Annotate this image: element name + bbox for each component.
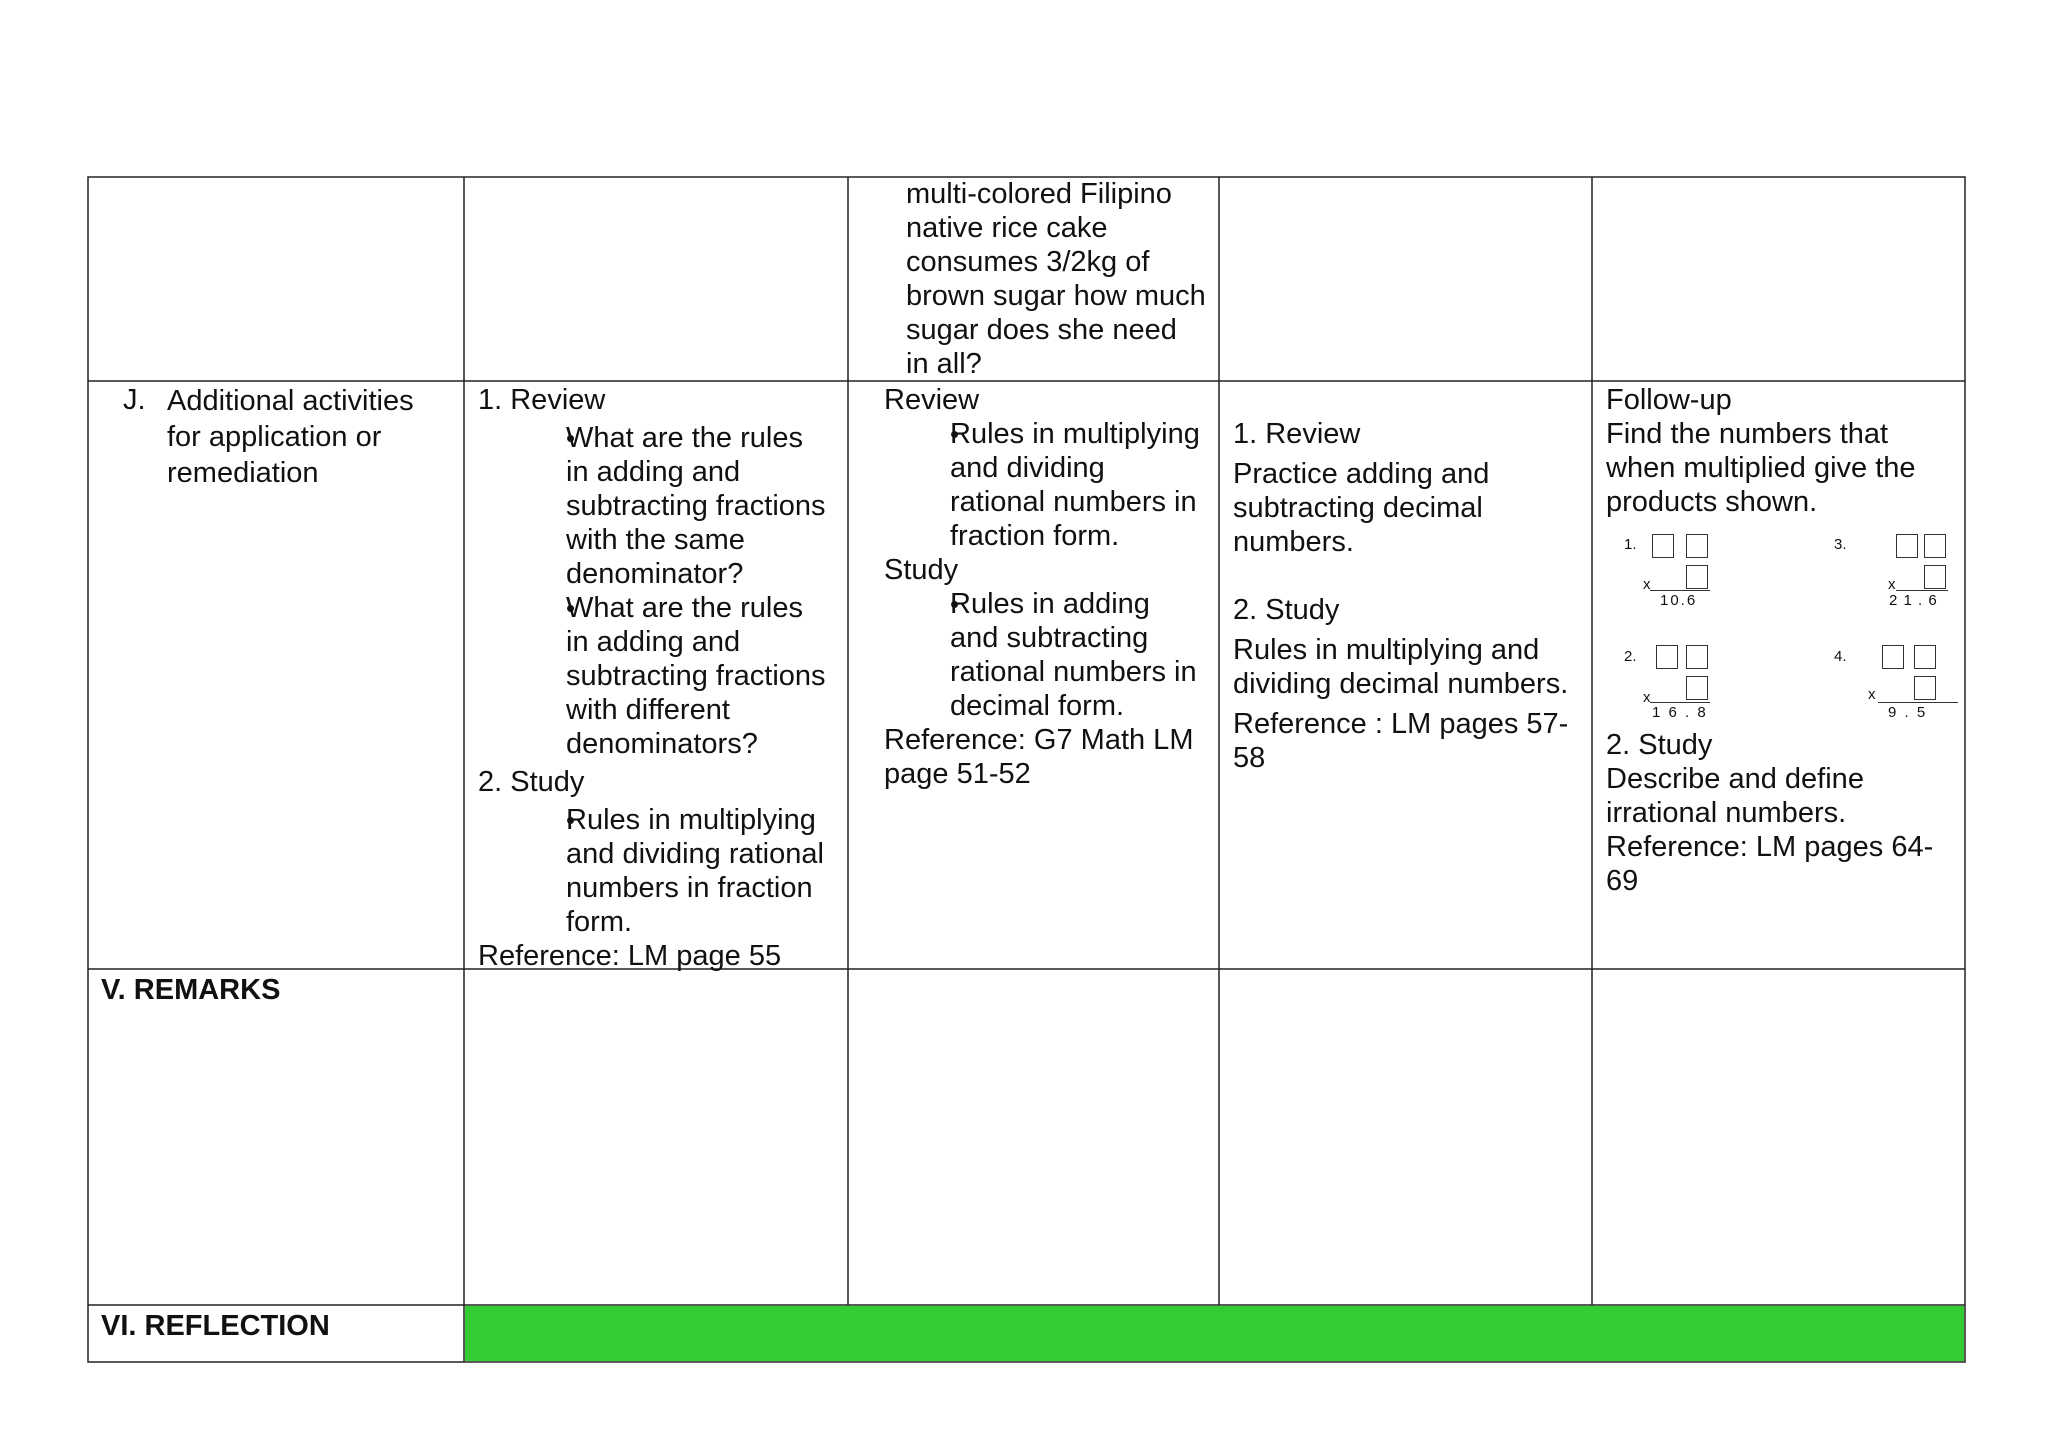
puzzle-2-product: 1 6 . 8: [1652, 704, 1708, 721]
puzzle-1-product: 10.6: [1660, 592, 1698, 609]
puzzle-2-box-b: [1686, 645, 1708, 669]
col4-study-text: Rules in multiplying and dividing decimal numbers.: [1233, 634, 1569, 700]
col3-study-list: [884, 587, 1214, 723]
col3-reference: Reference: G7 Math LM page 51-52: [884, 724, 1194, 790]
col4-review-heading: 1. Review: [1233, 418, 1361, 450]
puzzle-3-line: [1896, 590, 1948, 591]
row-j-marker: J.: [123, 384, 146, 416]
col2-study-list: [478, 803, 848, 939]
puzzle-4-number: 4.: [1834, 648, 1847, 665]
puzzle-2-box-a: [1656, 645, 1678, 669]
row-j-label: Additional activities for application or remediation: [167, 385, 414, 489]
col4-review-text: Practice adding and subtracting decimal numbers.: [1233, 458, 1490, 558]
col5-followup-text: Find the numbers that when multiplied give the products shown.: [1606, 418, 1916, 518]
col2-review-item-2: • What are the rules in adding and subtracting fractions with different denominators?: [478, 591, 828, 761]
col5-study-text: Describe and define irrational numbers.: [1606, 763, 1864, 829]
col3-study-heading: Study: [884, 554, 959, 586]
row-j-col3: [884, 381, 1214, 791]
row-j-col5: [1606, 381, 1961, 519]
puzzle-2-line: [1650, 702, 1710, 703]
puzzle-1-line: [1650, 590, 1710, 591]
puzzle-2-box-c: [1686, 676, 1708, 700]
row-j-col2: [478, 381, 848, 973]
puzzle-2-number: 2.: [1624, 648, 1637, 665]
puzzle-4-line: [1878, 702, 1958, 703]
puzzle-3-product: 2 1 . 6: [1889, 592, 1938, 609]
puzzle-1-box-b: [1686, 534, 1708, 558]
col2-review-list: [478, 421, 848, 761]
puzzle-4-box-c: [1914, 676, 1936, 700]
col5-study-heading: 2. Study: [1606, 729, 1713, 761]
puzzle-4-product: 9 . 5: [1888, 704, 1928, 721]
col4-reference: Reference : LM pages 57-58: [1233, 708, 1569, 774]
row-j-col5-lower: [1606, 728, 1956, 898]
remarks-label: V. REMARKS: [101, 974, 281, 1006]
col3-review-item-1: • Rules in multiplying and dividing rational numbers in fraction form.: [884, 417, 1200, 553]
reflection-green-bar: [465, 1306, 1964, 1361]
col2-study-heading: 2. Study: [478, 766, 585, 798]
continuation-text: multi-colored Filipino native rice cake consumes 3/2kg of brown sugar how much sugar does she need in all?: [906, 178, 1206, 380]
multiplication-puzzles: [1606, 527, 1966, 727]
puzzle-2-times: x: [1643, 689, 1651, 706]
puzzle-3-number: 3.: [1834, 536, 1847, 553]
puzzle-1-box-a: [1652, 534, 1674, 558]
puzzle-3-box-b: [1924, 534, 1946, 558]
col5-reference: Reference: LM pages 64-69: [1606, 831, 1934, 897]
puzzle-1-times: x: [1643, 576, 1651, 593]
col3-review-list: [884, 417, 1214, 553]
col5-followup-heading: Follow-up: [1606, 384, 1732, 416]
puzzle-4-box-b: [1914, 645, 1936, 669]
puzzle-1-number: 1.: [1624, 536, 1637, 553]
puzzle-4-times: x: [1868, 686, 1876, 703]
puzzle-3-box-a: [1896, 534, 1918, 558]
col2-study-item-1: • Rules in multiplying and dividing rational numbers in fraction form.: [478, 803, 828, 939]
puzzle-3-box-c: [1924, 565, 1946, 589]
puzzle-3-times: x: [1888, 576, 1896, 593]
col3-study-item-1: • Rules in adding and subtracting rational numbers in decimal form.: [884, 587, 1200, 723]
reflection-label-cell: [101, 1309, 441, 1343]
col2-review-heading: 1. Review: [478, 384, 606, 416]
puzzle-4-box-a: [1882, 645, 1904, 669]
col2-reference: Reference: LM page 55: [478, 940, 782, 972]
remarks-label-cell: [101, 973, 441, 1007]
continuation-cell-col3: [906, 177, 1206, 381]
row-j-col4: [1233, 381, 1583, 775]
col2-review-item-1: • What are the rules in adding and subtracting fractions with the same denominator?: [478, 421, 828, 591]
puzzle-1-box-c: [1686, 565, 1708, 589]
col4-study-heading: 2. Study: [1233, 594, 1340, 626]
reflection-label: VI. REFLECTION: [101, 1310, 330, 1342]
col3-review-heading: Review: [884, 384, 980, 416]
